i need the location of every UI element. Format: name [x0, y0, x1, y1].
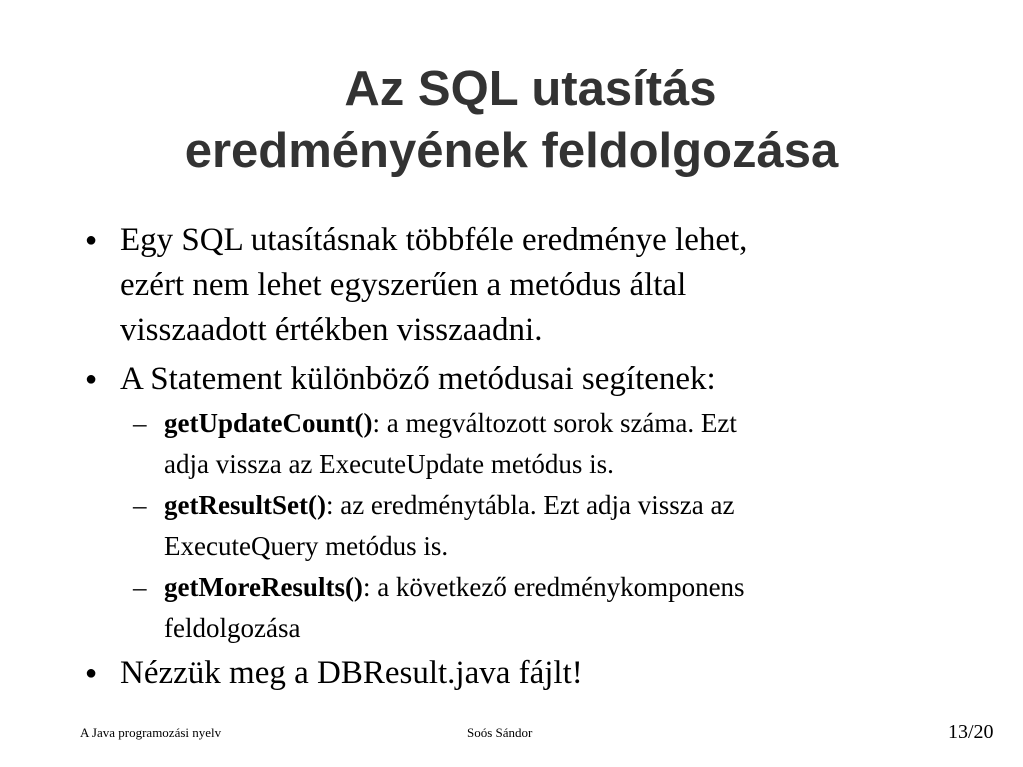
bullet-text-line: visszaadott értékben visszaadni.	[120, 312, 543, 348]
method-name: getResultSet()	[164, 490, 326, 520]
bullet-item-1	[85, 218, 748, 353]
bullet-item-2	[85, 357, 716, 402]
bullet-text-line: Egy SQL utasításnak többféle eredménye lehet,	[120, 222, 748, 258]
bullet-dot-icon: ●	[85, 662, 98, 684]
dash-marker-icon: –	[133, 408, 147, 438]
method-name: getUpdateCount()	[164, 408, 373, 438]
footer-course-title: A Java programozási nyelv	[80, 725, 222, 740]
sub-item-get-update-count	[133, 403, 737, 485]
method-description-continued: adja vissza az ExecuteUpdate metódus is.	[164, 449, 614, 479]
page-number: 13/20	[948, 721, 994, 743]
bullet-text-line: A Statement különböző metódusai segítenek:	[120, 361, 716, 397]
bullet-text-line: ezért nem lehet egyszerűen a metódus által	[120, 267, 687, 303]
sub-item-get-more-results	[133, 567, 745, 649]
dash-marker-icon: –	[133, 572, 147, 602]
bullet-dot-icon: ●	[85, 229, 98, 251]
bullet-dot-icon: ●	[85, 368, 98, 390]
slide-title-line-1: Az SQL utasítás	[344, 62, 717, 116]
method-name: getMoreResults()	[164, 572, 363, 602]
method-description-continued: ExecuteQuery metódus is.	[164, 531, 449, 561]
method-description: : a megváltozott sorok száma. Ezt	[372, 408, 737, 438]
dash-marker-icon: –	[133, 490, 147, 520]
bullet-item-3	[85, 651, 583, 696]
sub-item-get-result-set	[133, 485, 735, 567]
method-description-continued: feldolgozása	[164, 613, 301, 643]
method-description: : a következő eredménykomponens	[362, 572, 745, 602]
method-description: : az eredménytábla. Ezt adja vissza az	[325, 490, 735, 520]
slide-title-line-2: eredményének feldolgozása	[184, 124, 839, 178]
footer-author: Soós Sándor	[467, 725, 533, 740]
bullet-text-line: Nézzük meg a DBResult.java fájlt!	[120, 655, 583, 691]
slide-title	[0, 58, 1023, 182]
